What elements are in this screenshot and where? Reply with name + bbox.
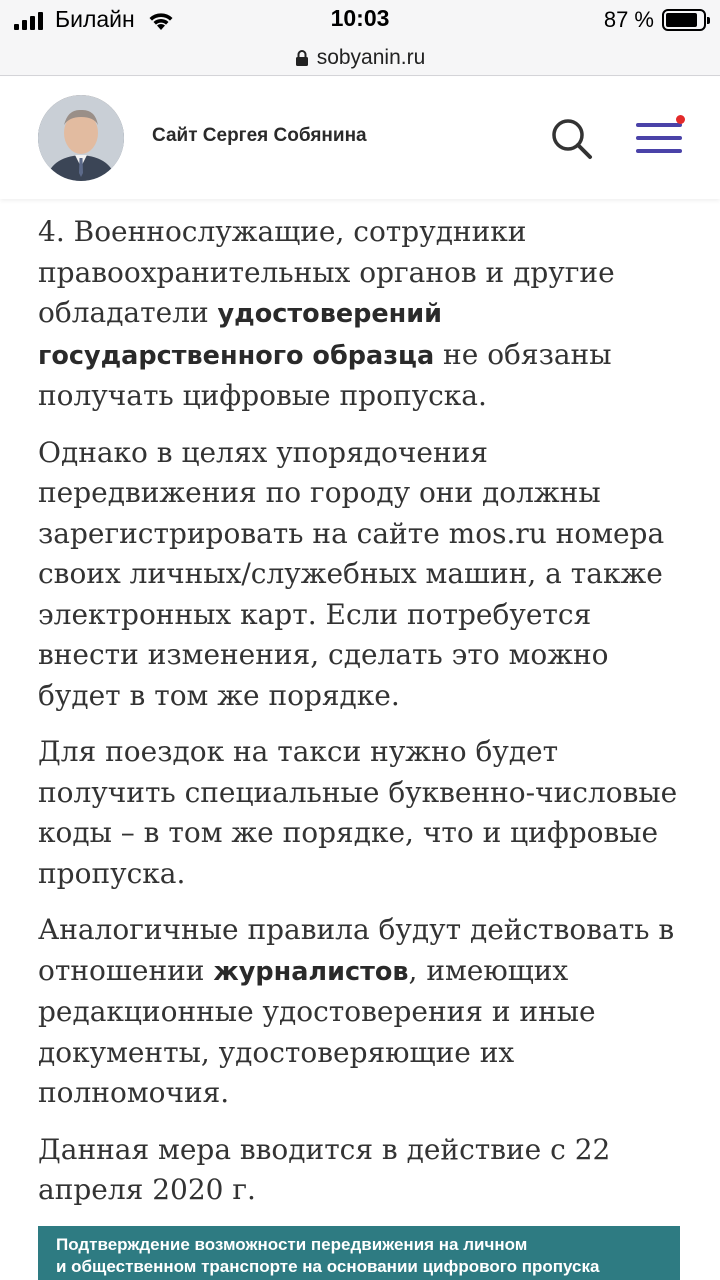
address-bar[interactable]	[0, 40, 720, 76]
banner-line-1: Подтверждение возможности передвижения на личном	[56, 1235, 528, 1254]
infographic-banner[interactable]	[38, 1226, 680, 1280]
banner-line-2: и общественном транспорте на основании цифрового пропуска	[56, 1257, 600, 1276]
article-body	[38, 212, 688, 1227]
search-icon[interactable]	[546, 113, 596, 163]
portrait-image	[38, 95, 124, 181]
status-bar	[0, 0, 720, 40]
article-paragraph-1: 4. Военнослужащие, сотрудники правоохранительных органов и другие обладатели удостоверений государственного образца не обязаны получать цифровые пропуска.	[38, 215, 615, 412]
site-header	[0, 77, 720, 199]
site-title[interactable]: Сайт Сергея Собянина	[152, 125, 367, 146]
hamburger-menu-icon	[636, 123, 682, 127]
article-paragraph-3: Для поездок на такси нужно будет получить специальные буквенно-числовые коды – в том же порядке, что и цифровые пропуска.	[38, 735, 678, 890]
lock-icon	[295, 49, 309, 67]
article-paragraph-5: Данная мера вводится в действие с 22 апреля 2020 г.	[38, 1132, 611, 1206]
notification-dot-icon	[676, 115, 685, 124]
menu-button[interactable]	[628, 115, 688, 161]
avatar[interactable]	[38, 95, 124, 181]
clock: 10:03	[330, 5, 390, 31]
battery-icon	[662, 9, 706, 31]
url-text: sobyanin.ru	[316, 45, 426, 69]
article-paragraph-4: Аналогичные правила будут действовать в отношении журналистов, имеющих редакционные удостоверения и иные документы, удостоверяющие их полномочия.	[38, 913, 675, 1109]
bold-text: журналистов	[213, 956, 409, 987]
carrier-name: Билайн	[55, 6, 135, 32]
battery-percent: 87 %	[603, 7, 654, 32]
article-paragraph-2: Однако в целях упорядочения передвижения по городу они должны зарегистрировать на сайте mos.ru номера своих личных/служебных машин, а также электронных карт. Если потребуется внести изменения, сделать это можно будет в том же порядке.	[38, 435, 665, 712]
bold-text: удостоверений государственного образца	[38, 299, 443, 371]
